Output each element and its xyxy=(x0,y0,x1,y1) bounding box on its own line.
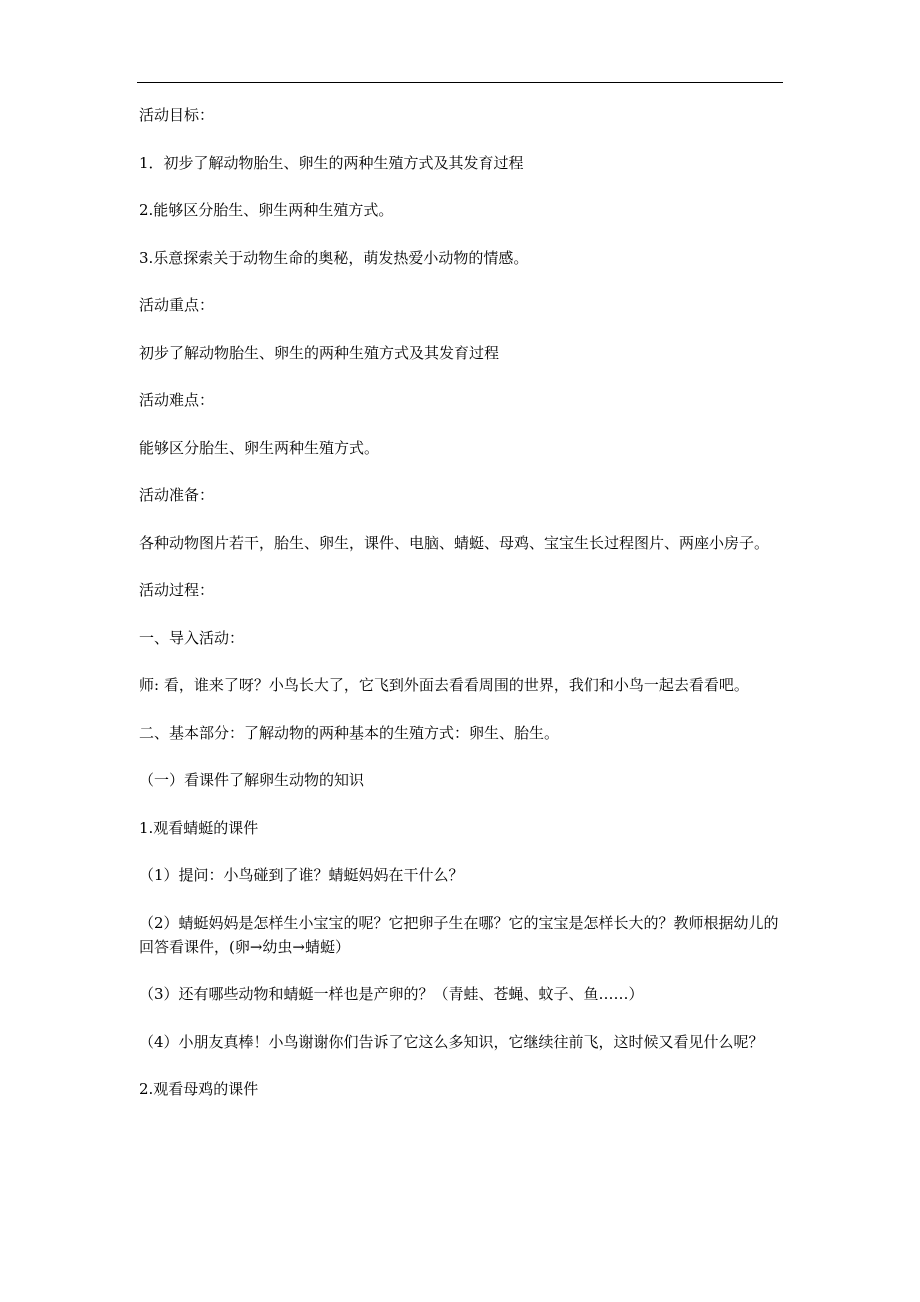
header-rule xyxy=(137,82,783,83)
heading-process: 活动过程： xyxy=(139,581,215,599)
difficulties-text: 能够区分胎生、卵生两种生殖方式。 xyxy=(139,438,380,457)
heading-key-points: 活动重点： xyxy=(139,296,215,314)
heading-preparation: 活动准备： xyxy=(139,486,215,504)
section-1-title: 一、导入活动： xyxy=(139,628,245,647)
question-1: （1）提问：小鸟碰到了谁？蜻蜓妈妈在干什么？ xyxy=(139,866,464,884)
question-3: （3）还有哪些动物和蜻蜓一样也是产卵的？（青蛙、苍蝇、蚊子、鱼……） xyxy=(139,985,644,1003)
question-2: （2）蜻蜓妈妈是怎样生小宝宝的呢？它把卵子生在哪？它的宝宝是怎样长大的？教师根据幼儿的回答看课件，(卵→幼虫→蜻蜓） xyxy=(139,913,779,956)
step-1-title: 1.观看蜻蜓的课件 xyxy=(139,818,259,837)
teacher-intro-text: 师: 看，谁来了呀？小鸟长大了，它飞到外面去看看周围的世界，我们和小鸟一起去看看吧。 xyxy=(139,676,749,694)
section-2-title: 二、基本部分：了解动物的两种基本的生殖方式：卵生、胎生。 xyxy=(139,723,560,742)
key-points-text: 初步了解动物胎生、卵生的两种生殖方式及其发育过程 xyxy=(139,343,500,362)
heading-activity-goals: 活动目标： xyxy=(139,106,215,124)
document-body xyxy=(139,103,783,1125)
preparation-text: 各种动物图片若干，胎生、卵生，课件、电脑、蜻蜓、母鸡、宝宝生长过程图片、两座小房子。 xyxy=(139,533,770,552)
goal-item-2: 2.能够区分胎生、卵生两种生殖方式。 xyxy=(139,201,394,219)
goal-item-1: 1．初步了解动物胎生、卵生的两种生殖方式及其发育过程 xyxy=(139,153,524,172)
goal-item-3: 3.乐意探索关于动物生命的奥秘，萌发热爱小动物的情感。 xyxy=(139,248,529,267)
heading-difficulties: 活动难点： xyxy=(139,391,215,409)
subsection-1-title: （一）看课件了解卵生动物的知识 xyxy=(139,771,365,789)
question-4: （4）小朋友真棒！小鸟谢谢你们告诉了它这么多知识，它继续往前飞，这时候又看见什么呢？ xyxy=(139,1032,764,1051)
step-2-title: 2.观看母鸡的课件 xyxy=(139,1080,259,1098)
